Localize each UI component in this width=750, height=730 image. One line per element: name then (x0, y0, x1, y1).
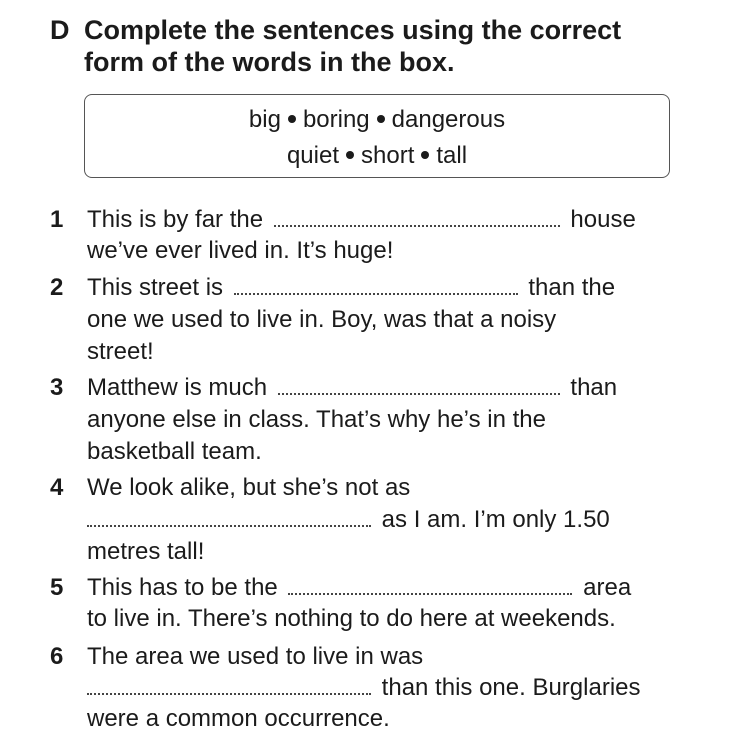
sentence-text: area (583, 574, 632, 601)
word-tall: tall (436, 142, 468, 169)
word-dangerous: dangerous (391, 106, 506, 133)
bullet-icon (346, 151, 354, 159)
sentence-text: anyone else in class. That’s why he’s in the (87, 406, 546, 433)
sentence-text: one we used to live in. Boy, was that a noisy (87, 306, 557, 333)
answer-blank[interactable] (278, 375, 560, 395)
item-line (87, 204, 636, 236)
sentence-text: This is by far the (87, 206, 264, 233)
bullet-icon (288, 115, 296, 123)
word-box-row-2 (85, 142, 669, 170)
word-boring: boring (302, 106, 370, 133)
sentence-text: as I am. I’m only 1.50 (381, 506, 610, 533)
bullet-icon (421, 151, 429, 159)
item-number: 4 (50, 474, 64, 501)
sentence-text: we’ve ever lived in. It’s huge! (87, 237, 394, 264)
answer-blank[interactable] (87, 675, 371, 695)
sentence-text: than (570, 374, 618, 401)
sentence-text: were a common occurrence. (87, 705, 390, 730)
item-line (87, 603, 616, 635)
item-line (87, 372, 617, 404)
exercise-instruction (84, 14, 704, 78)
sentence-text: This street is (87, 274, 224, 301)
item-line (87, 703, 390, 730)
sentence-text: metres tall! (87, 538, 205, 565)
word-quiet: quiet (286, 142, 339, 169)
item-number: 5 (50, 574, 64, 601)
sentence-text: house (570, 206, 636, 233)
item-line (87, 672, 641, 704)
sentence-text: than the (528, 274, 616, 301)
item-line (87, 304, 556, 336)
bullet-icon (377, 115, 385, 123)
sentence-text: We look alike, but she’s not as (87, 474, 411, 501)
item-line (87, 404, 546, 436)
sentence-text: street! (87, 338, 154, 365)
item-number: 1 (50, 206, 64, 233)
item-line (87, 336, 154, 368)
item-line (87, 472, 410, 504)
item-line (87, 504, 610, 536)
sentence-text: basketball team. (87, 438, 262, 465)
item-line (87, 572, 631, 604)
item-number: 6 (50, 643, 64, 670)
item-line (87, 536, 204, 568)
item-line (87, 235, 393, 267)
exercise-letter: D (50, 15, 70, 45)
answer-blank[interactable] (87, 507, 371, 527)
instruction-line-2: form of the words in the box. (84, 47, 455, 77)
word-box-row-1 (85, 106, 669, 134)
sentence-text: The area we used to live in was (87, 643, 424, 670)
item-number: 2 (50, 274, 64, 301)
item-number: 3 (50, 374, 64, 401)
word-big: big (248, 106, 281, 133)
word-box (84, 94, 670, 178)
item-line (87, 272, 615, 304)
word-short: short (361, 142, 415, 169)
sentence-text: Matthew is much (87, 374, 268, 401)
sentence-text: than this one. Burglaries (381, 674, 641, 701)
item-line (87, 436, 262, 468)
sentence-text: This has to be the (87, 574, 278, 601)
item-line (87, 641, 423, 673)
instruction-line-1: Complete the sentences using the correct (84, 15, 622, 45)
sentence-text: to live in. There’s nothing to do here at weekends. (87, 605, 616, 632)
answer-blank[interactable] (274, 207, 560, 227)
answer-blank[interactable] (234, 275, 518, 295)
answer-blank[interactable] (288, 575, 572, 595)
